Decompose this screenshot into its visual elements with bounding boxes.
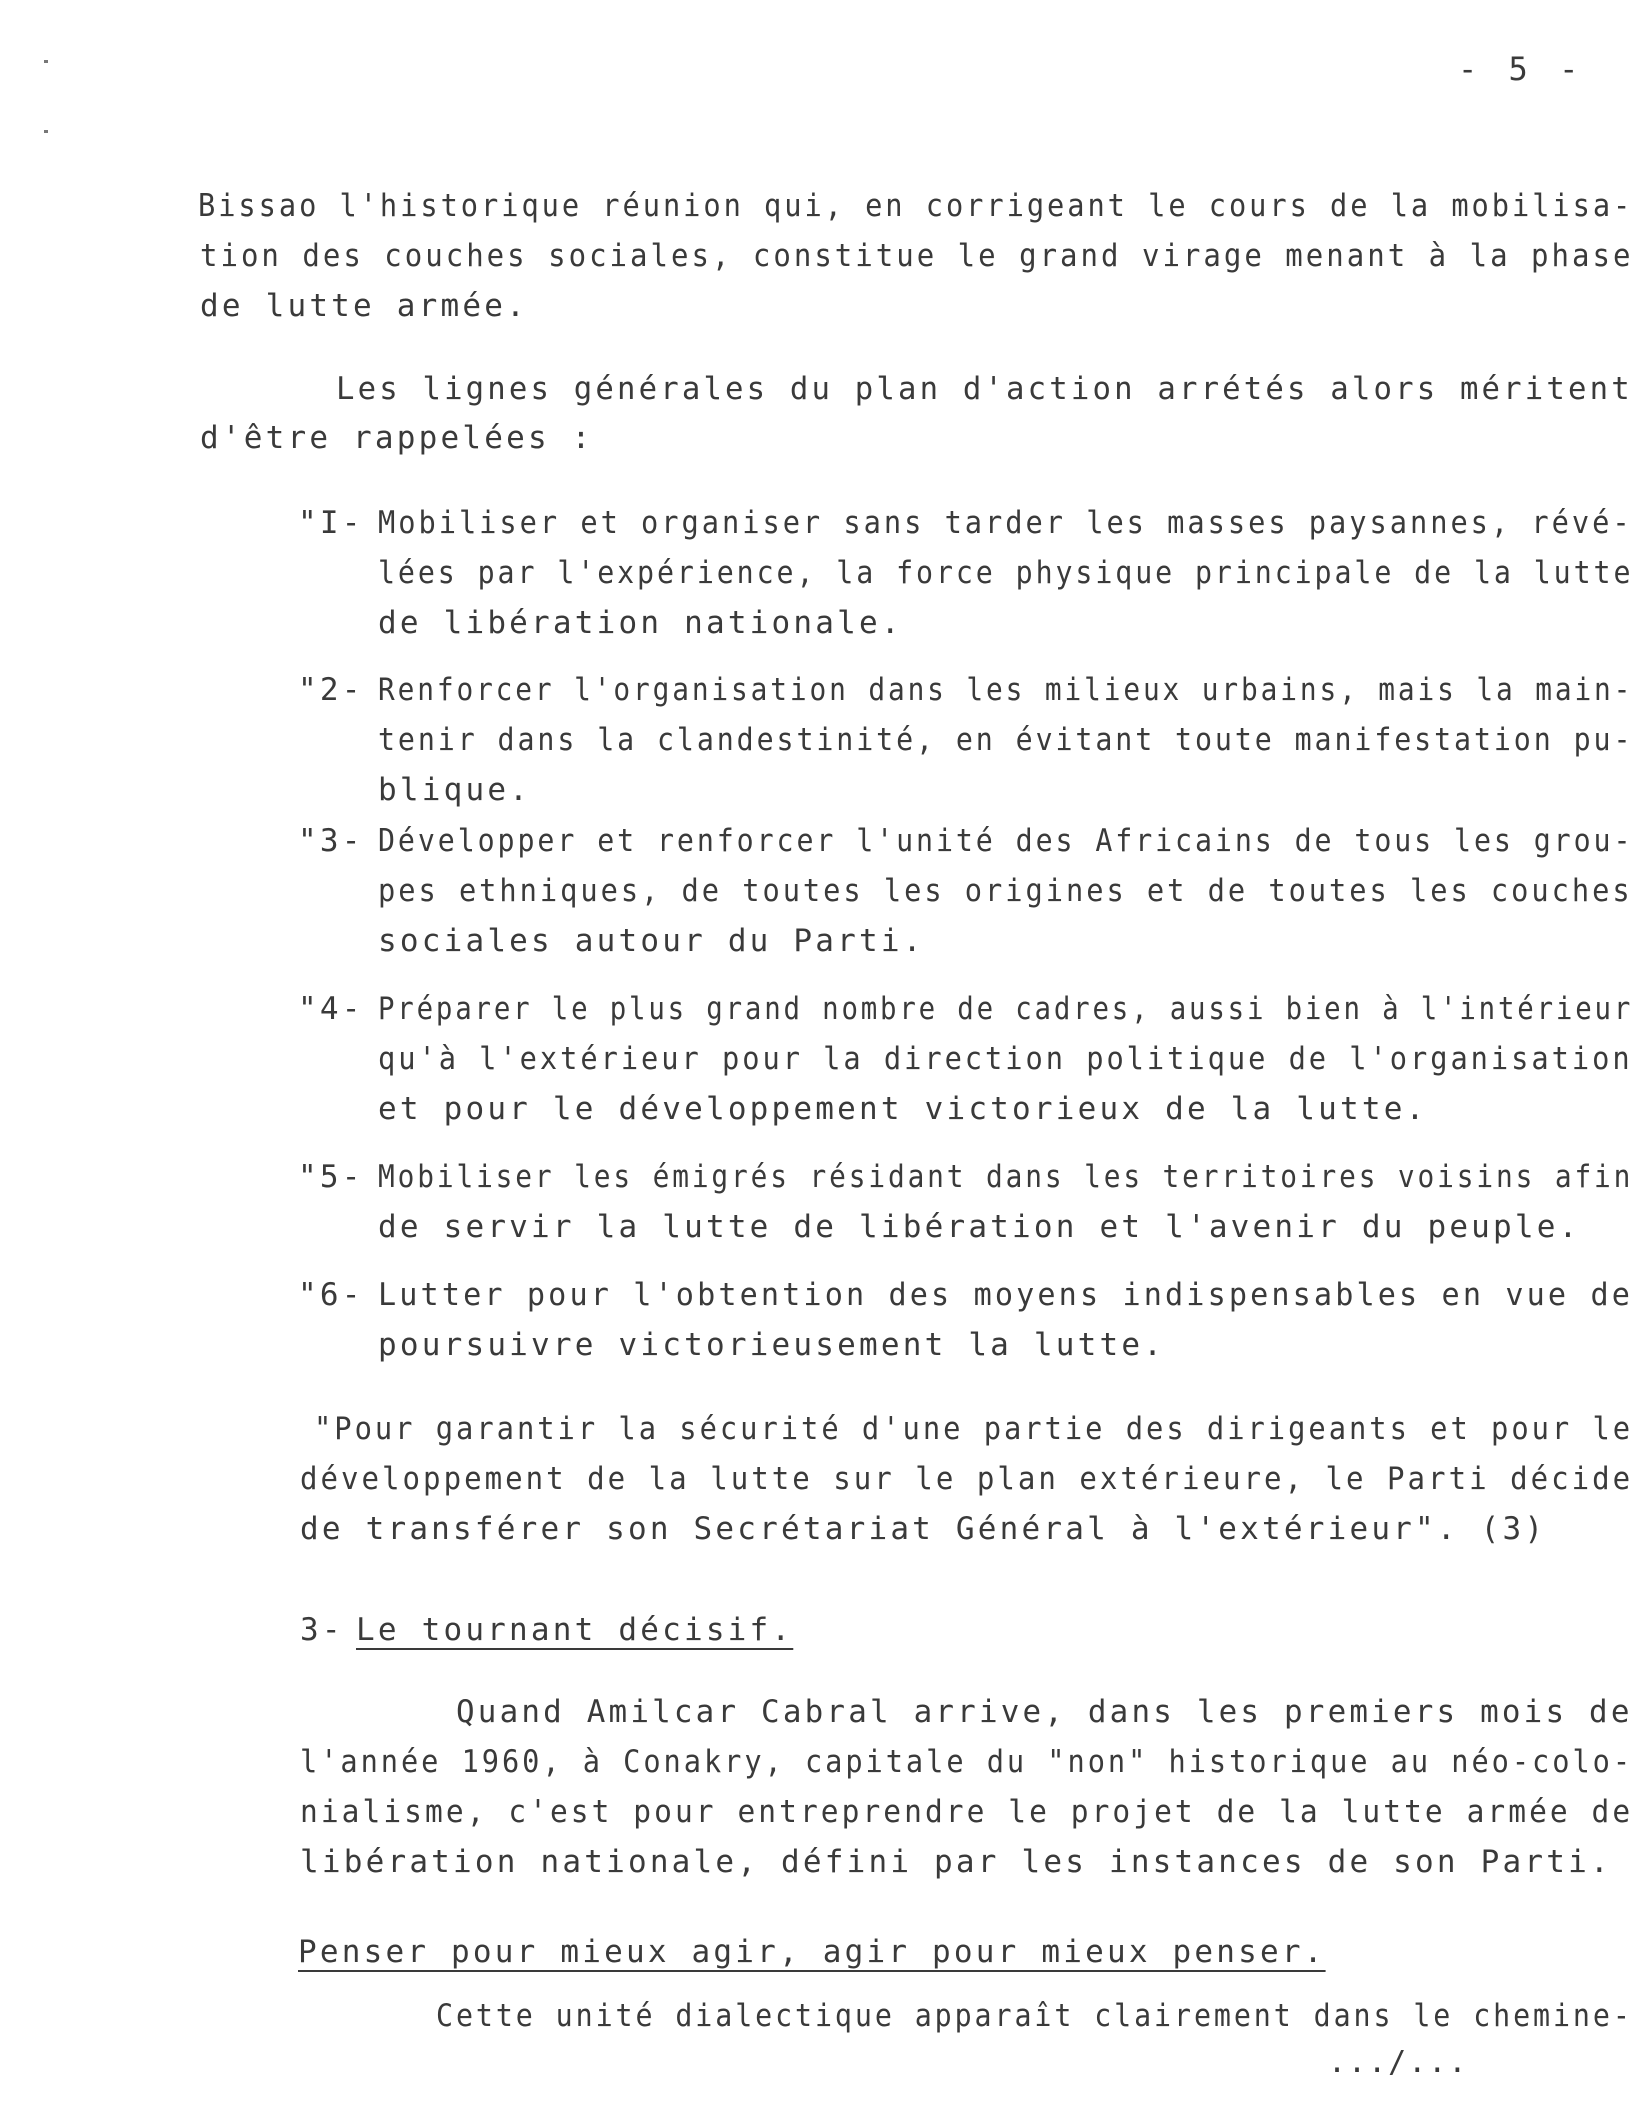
section-title: Le tournant décisif. bbox=[356, 1612, 794, 1648]
plan-item-line: lées par l'expérience, la force physique principale de la lutte bbox=[378, 555, 1634, 591]
quote-line: de transférer son Secrétariat Général à l'extérieur". (3) bbox=[300, 1511, 1547, 1547]
plan-item-number: "2- bbox=[298, 672, 364, 708]
plan-item-number: "3- bbox=[298, 823, 364, 859]
body-line: Cette unité dialectique apparaît clairement dans le chemine- bbox=[436, 1998, 1633, 2034]
plan-item-line: de libération nationale. bbox=[378, 605, 903, 641]
plan-item-line: Préparer le plus grand nombre de cadres, aussi bien à l'intérieur bbox=[378, 991, 1634, 1027]
subheading: Penser pour mieux agir, agir pour mieux penser. bbox=[298, 1934, 1326, 1970]
plan-item-line: Mobiliser et organiser sans tarder les masses paysannes, révé- bbox=[378, 505, 1633, 541]
plan-item-line: Lutter pour l'obtention des moyens indispensables en vue de bbox=[378, 1277, 1633, 1313]
plan-item-line: tenir dans la clandestinité, en évitant toute manifestation pu- bbox=[378, 722, 1634, 758]
body-line: Bissao l'historique réunion qui, en corrigeant le cours de la mobilisa- bbox=[198, 188, 1634, 224]
plan-item-line: Mobiliser les émigrés résidant dans les territoires voisins afin bbox=[378, 1159, 1634, 1195]
body-line: l'année 1960, à Conakry, capitale du "non" historique au néo-colo- bbox=[300, 1744, 1634, 1780]
plan-item-line: poursuivre victorieusement la lutte. bbox=[378, 1327, 1166, 1363]
plan-item-number: "5- bbox=[298, 1159, 364, 1195]
quote-line: "Pour garantir la sécurité d'une partie des dirigeants et pour le bbox=[314, 1411, 1634, 1447]
plan-item-number: "6- bbox=[298, 1277, 364, 1313]
plan-item-line: pes ethniques, de toutes les origines et de toutes les couches bbox=[378, 873, 1633, 909]
plan-item-line: Renforcer l'organisation dans les milieux urbains, mais la main- bbox=[378, 672, 1634, 708]
body-line: tion des couches sociales, constitue le grand virage menant à la phase bbox=[200, 238, 1634, 274]
margin-speck bbox=[44, 130, 48, 133]
body-line: Quand Amilcar Cabral arrive, dans les premiers mois de bbox=[456, 1694, 1633, 1730]
section-number: 3- bbox=[300, 1612, 344, 1648]
continuation-mark: .../... bbox=[1328, 2045, 1469, 2080]
body-line: nialisme, c'est pour entreprendre le projet de la lutte armée de bbox=[300, 1794, 1634, 1830]
body-line: de lutte armée. bbox=[200, 288, 528, 324]
plan-item-line: et pour le développement victorieux de la lutte. bbox=[378, 1091, 1428, 1127]
plan-item-line: blique. bbox=[378, 772, 532, 808]
body-line: d'être rappelées : bbox=[200, 420, 594, 456]
page-number: - 5 - bbox=[1458, 50, 1585, 88]
body-line: libération nationale, défini par les instances de son Parti. bbox=[300, 1844, 1612, 1880]
plan-item-number: "I- bbox=[298, 505, 364, 541]
plan-item-line: sociales autour du Parti. bbox=[378, 923, 925, 959]
plan-item-line: Développer et renforcer l'unité des Africains de tous les grou- bbox=[378, 823, 1634, 859]
plan-item-line: de servir la lutte de libération et l'avenir du peuple. bbox=[378, 1209, 1581, 1245]
body-line: Les lignes générales du plan d'action arrétés alors méritent bbox=[336, 371, 1633, 407]
plan-item-number: "4- bbox=[298, 991, 364, 1027]
quote-line: développement de la lutte sur le plan extérieure, le Parti décide bbox=[300, 1461, 1634, 1497]
margin-speck bbox=[44, 60, 48, 63]
plan-item-line: qu'à l'extérieur pour la direction politique de l'organisation bbox=[378, 1041, 1633, 1077]
